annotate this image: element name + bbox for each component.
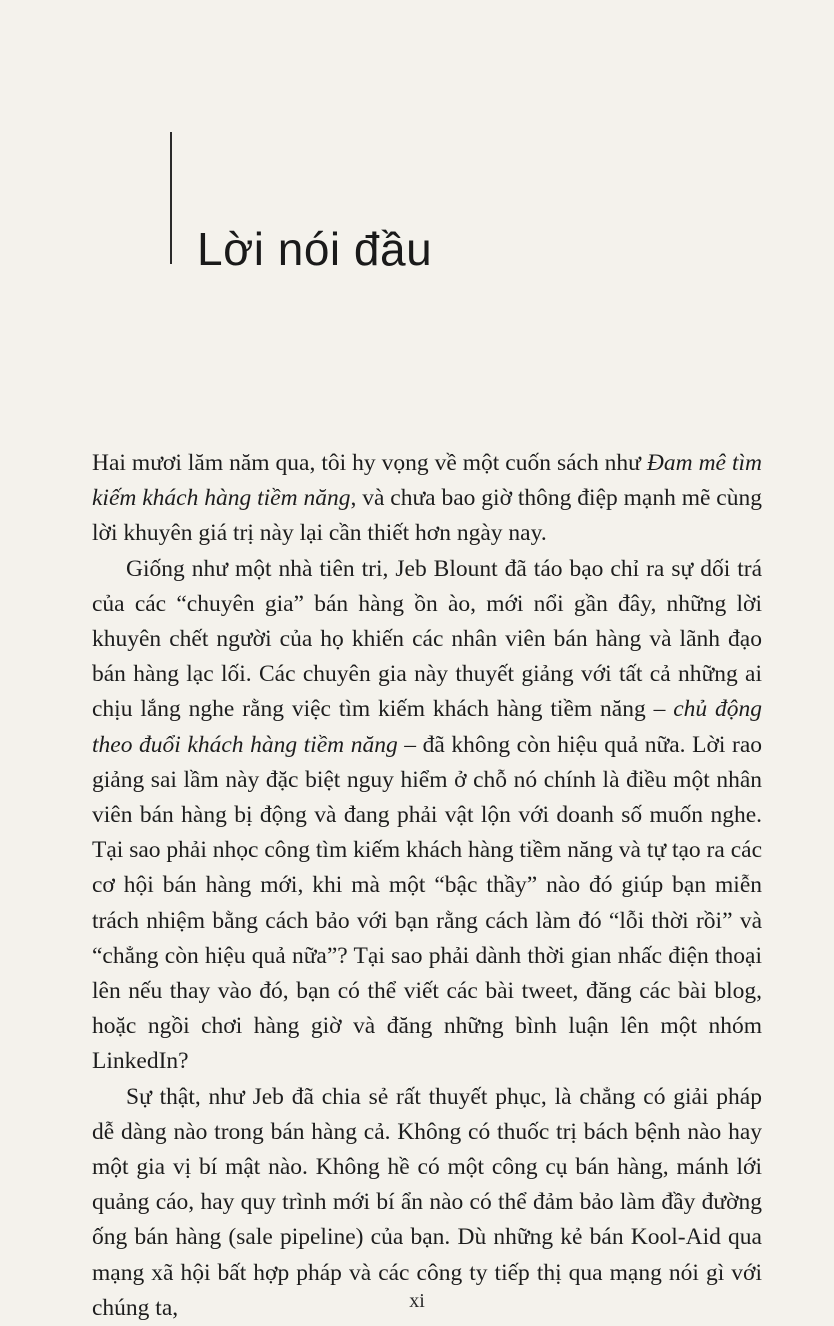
paragraph-2-segment-3: – đã không còn hiệu quả nữa. Lời rao giảng sai lầm này đặc biệt nguy hiểm ở chỗ nó chính là điều một nhân viên bán hàng bị động và đang phải vật lộn với doanh số muốn nghe. Tại sao phải nhọc công tìm kiếm khách hàng tiềm năng và tự tạo ra các cơ hội bán hàng mới, khi mà một “bậc thầy” nào đó giúp bạn miễn trách nhiệm bằng cách bảo với bạn rằng cách làm đó “lỗi thời rồi” và “chẳng còn hiệu quả nữa”? Tại sao phải dành thời gian nhấc điện thoại lên nếu thay vào đó, bạn có thể viết các bài tweet, đăng các bài blog, hoặc ngồi chơi hàng giờ và đăng những bình luận lên một nhóm LinkedIn? xyxy=(92,731,762,1075)
paragraph-2-emphasis: chủ động theo đuổi khách hàng tiềm năng xyxy=(92,696,762,758)
chapter-title-rule xyxy=(170,132,172,264)
body-text xyxy=(92,446,762,1326)
page-number: xi xyxy=(409,1290,425,1312)
paragraph-1 xyxy=(92,446,762,552)
chapter-title: Lời nói đầu xyxy=(197,223,433,275)
paragraph-2-segment-1: Giống như một nhà tiên tri, Jeb Blount đã táo bạo chỉ ra sự dối trá của các “chuyên gia” bán hàng ồn ào, mới nổi gần đây, những lời khuyên chết người của họ khiến các nhân viên bán hàng và lãnh đạo bán hàng lạc lối. Các chuyên gia này thuyết giảng với tất cả những ai chịu lắng nghe rằng việc tìm kiếm khách hàng tiềm năng – xyxy=(92,555,762,723)
paragraph-2 xyxy=(92,552,762,1080)
paragraph-1-segment-1: Hai mươi lăm năm qua, tôi hy vọng về một cuốn sách như xyxy=(92,450,647,476)
paragraph-1-segment-3: , và chưa bao giờ thông điệp mạnh mẽ cùng lời khuyên giá trị này lại cần thiết hơn ngày nay. xyxy=(92,485,762,547)
paragraph-3-segment-1: Sự thật, như Jeb đã chia sẻ rất thuyết phục, là chẳng có giải pháp dễ dàng nào trong bán hàng cả. Không có thuốc trị bách bệnh nào hay một gia vị bí mật nào. Không hề có một công cụ bán hàng, mánh lới quảng cáo, hay quy trình mới bí ẩn nào có thể đảm bảo làm đầy đường ống bán hàng (sale pipeline) của bạn. Dù những kẻ bán Kool-Aid qua mạng xã hội bất hợp pháp và các công ty tiếp thị qua mạng nói gì với chúng ta, xyxy=(92,1083,762,1321)
paragraph-1-book-title: Đam mê tìm kiếm khách hàng tiềm năng xyxy=(92,450,762,512)
